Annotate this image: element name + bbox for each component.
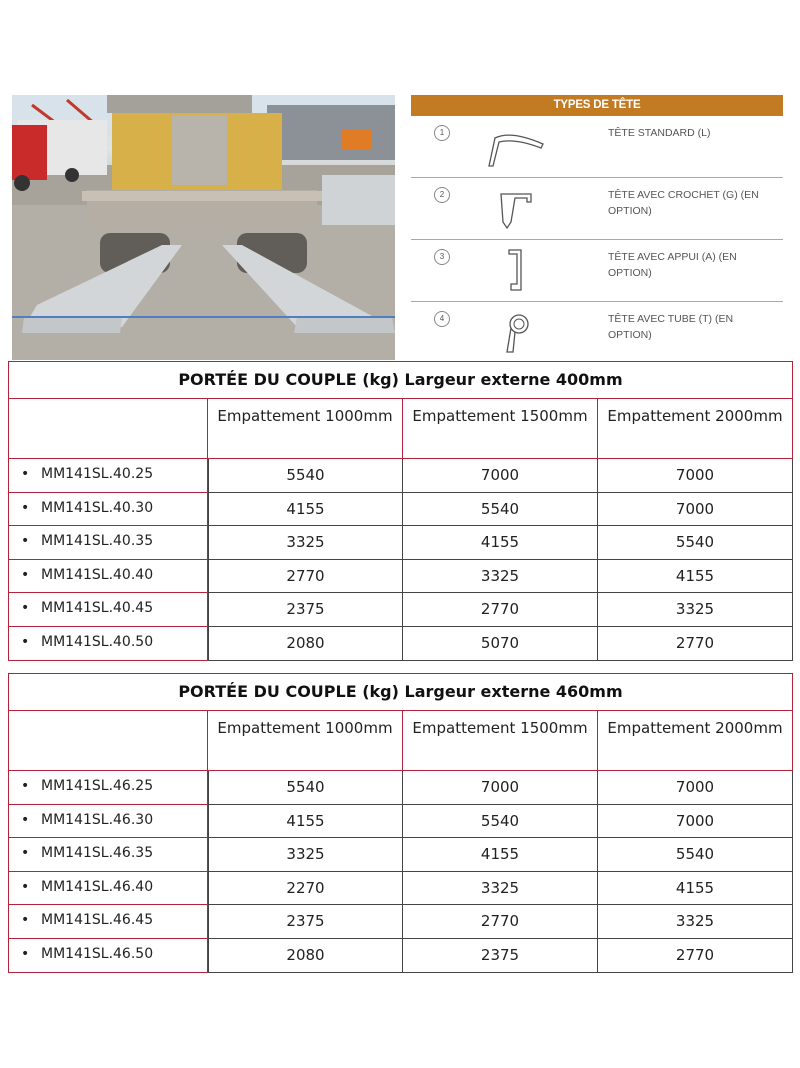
head-type-label: TÊTE AVEC TUBE (T) (EN OPTION) [608, 313, 734, 341]
model-cell: • MM141SL.46.30 [8, 805, 208, 839]
model-cell: • MM141SL.40.40 [8, 560, 208, 594]
value-cell: 2080 [208, 939, 403, 973]
model-cell: • MM141SL.46.40 [8, 872, 208, 906]
support-head-icon [481, 244, 561, 296]
model-cell: • MM141SL.40.45 [8, 593, 208, 627]
value-cell: 7000 [403, 771, 598, 805]
value-cell: 7000 [598, 493, 793, 527]
value-cell: 7000 [598, 771, 793, 805]
capacity-table-460 [8, 673, 793, 973]
table-header-row [8, 711, 793, 771]
column-header: Empattement 1000mm [208, 711, 403, 771]
head-types-panel [411, 95, 783, 360]
value-cell: 5540 [403, 493, 598, 527]
value-cell: 4155 [598, 560, 793, 594]
head-type-item [411, 302, 783, 363]
number-badge: 1 [434, 125, 450, 141]
ramps-photo [12, 95, 395, 360]
hook-head-icon [481, 182, 561, 234]
value-cell: 2770 [403, 905, 598, 939]
number-badge: 2 [434, 187, 450, 203]
table-title: PORTÉE DU COUPLE (kg) Largeur externe 460mm [8, 673, 793, 711]
number-badge: 4 [434, 311, 450, 327]
value-cell: 3325 [208, 838, 403, 872]
value-cell: 5540 [403, 805, 598, 839]
value-cell: 4155 [598, 872, 793, 906]
column-header: Empattement 2000mm [598, 711, 793, 771]
table-row [8, 627, 793, 661]
value-cell: 3325 [403, 872, 598, 906]
column-header: Empattement 1000mm [208, 399, 403, 459]
value-cell: 4155 [208, 493, 403, 527]
model-cell: • MM141SL.40.30 [8, 493, 208, 527]
table-row [8, 905, 793, 939]
head-type-label: TÊTE AVEC APPUI (A) (EN OPTION) [608, 251, 737, 279]
value-cell: 5070 [403, 627, 598, 661]
head-type-item [411, 240, 783, 302]
value-cell: 3325 [403, 560, 598, 594]
value-cell: 5540 [208, 771, 403, 805]
column-header: Empattement 1500mm [403, 711, 598, 771]
value-cell: 5540 [598, 526, 793, 560]
head-type-item [411, 178, 783, 240]
model-cell: • MM141SL.46.45 [8, 905, 208, 939]
value-cell: 7000 [598, 805, 793, 839]
model-cell: • MM141SL.46.35 [8, 838, 208, 872]
tube-head-icon [481, 306, 561, 358]
model-cell: • MM141SL.40.35 [8, 526, 208, 560]
value-cell: 3325 [598, 593, 793, 627]
model-cell: • MM141SL.46.50 [8, 939, 208, 973]
value-cell: 2770 [208, 560, 403, 594]
table-row [8, 872, 793, 906]
head-type-label: TÊTE STANDARD (L) [608, 127, 711, 139]
table-row [8, 771, 793, 805]
value-cell: 2375 [208, 593, 403, 627]
model-cell: • MM141SL.40.25 [8, 459, 208, 493]
table-row [8, 560, 793, 594]
value-cell: 2770 [598, 627, 793, 661]
table-row [8, 593, 793, 627]
table-row [8, 939, 793, 973]
capacity-table-400 [8, 361, 793, 661]
value-cell: 4155 [403, 838, 598, 872]
table-header-row [8, 399, 793, 459]
model-cell: • MM141SL.46.25 [8, 771, 208, 805]
table-row [8, 805, 793, 839]
value-cell: 2770 [403, 593, 598, 627]
value-cell: 7000 [598, 459, 793, 493]
value-cell: 2770 [598, 939, 793, 973]
head-type-item [411, 116, 783, 178]
value-cell: 4155 [208, 805, 403, 839]
column-header: Empattement 2000mm [598, 399, 793, 459]
column-header: Empattement 1500mm [403, 399, 598, 459]
value-cell: 3325 [598, 905, 793, 939]
table-title: PORTÉE DU COUPLE (kg) Largeur externe 400mm [8, 361, 793, 399]
value-cell: 3325 [208, 526, 403, 560]
header-blank-cell [8, 399, 208, 459]
value-cell: 5540 [208, 459, 403, 493]
table-row [8, 526, 793, 560]
value-cell: 5540 [598, 838, 793, 872]
value-cell: 4155 [403, 526, 598, 560]
table-row [8, 838, 793, 872]
head-types-header: TYPES DE TÊTE [411, 95, 783, 116]
value-cell: 2270 [208, 872, 403, 906]
table-row [8, 493, 793, 527]
head-type-label: TÊTE AVEC CROCHET (G) (EN OPTION) [608, 189, 759, 217]
header-blank-cell [8, 711, 208, 771]
value-cell: 2080 [208, 627, 403, 661]
value-cell: 2375 [403, 939, 598, 973]
value-cell: 2375 [208, 905, 403, 939]
table-row [8, 459, 793, 493]
number-badge: 3 [434, 249, 450, 265]
model-cell: • MM141SL.40.50 [8, 627, 208, 661]
value-cell: 7000 [403, 459, 598, 493]
standard-head-icon [481, 120, 561, 172]
